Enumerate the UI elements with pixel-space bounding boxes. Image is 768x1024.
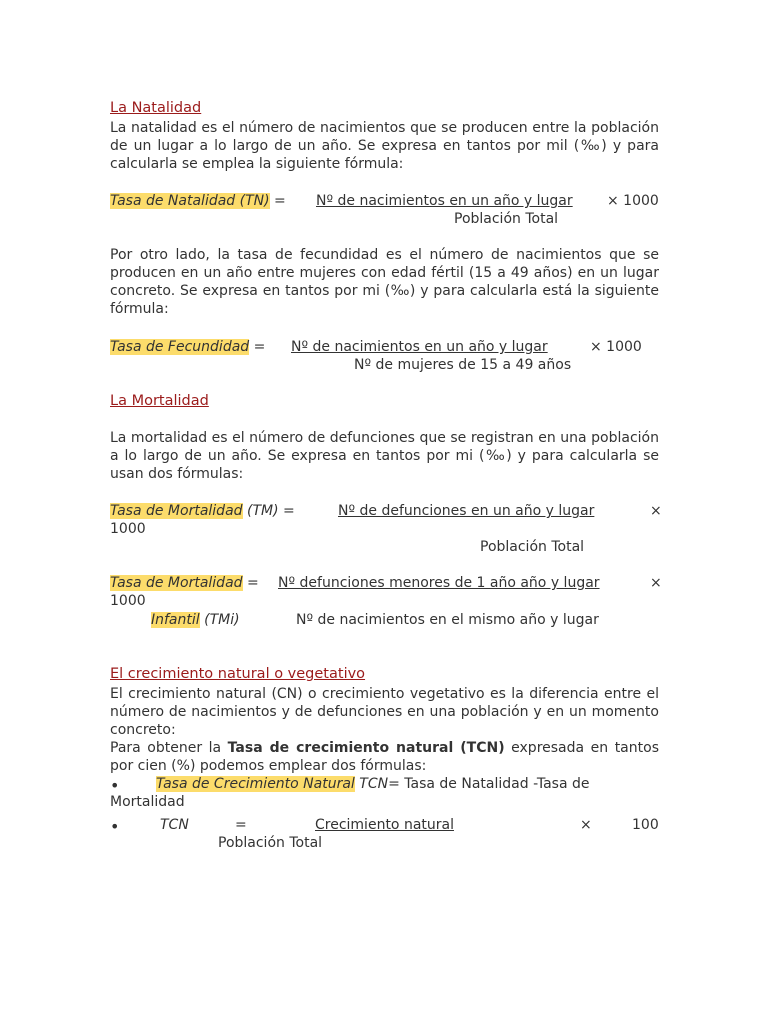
formula-natalidad-label: Tasa de Natalidad (TN) [110, 193, 270, 209]
formula-mortalidad-infantil [110, 574, 259, 592]
formula-mortalidad-infantil-denominator: Nº de nacimientos en el mismo año y lugar [296, 612, 599, 628]
paragraph-crecimiento: El crecimiento natural (CN) o crecimiento vegetativo es la diferencia entre el número de nacimientos y de defunciones en una población y en un momento concreto: [110, 686, 659, 738]
formula-mortalidad-infantil-label2: Infantil [151, 612, 200, 628]
formula-mortalidad-infantil-multiplier: × [650, 575, 662, 591]
formula-tcn-1-rest2: Mortalidad [110, 794, 185, 810]
formula-mortalidad-denominator: Población Total [480, 539, 585, 555]
formula-tcn-2-multiplier: × [580, 817, 592, 833]
bullet-1: • [110, 776, 120, 795]
formula-fecundidad-numerator: Nº de nacimientos en un año y lugar [291, 339, 548, 355]
formula-mortalidad-multiplier: × [650, 503, 662, 519]
document-page [110, 0, 662, 1024]
paragraph-crecimiento-2-bold: Tasa de crecimiento natural (TCN) [227, 740, 505, 756]
paragraph-mortalidad: La mortalidad es el número de defunciones que se registran en una población a lo largo de un año. Se expresa en tantos por mi (‰) y para calcularla se usan dos fórmulas: [110, 430, 659, 482]
formula-fecundidad-eq: = [253, 339, 266, 355]
formula-tcn-1 [156, 775, 589, 793]
formula-tcn-2-numerator: Crecimiento natural [315, 817, 454, 833]
formula-tcn-2-eq: = [235, 817, 247, 833]
formula-mortalidad-infantil-eq: = [247, 575, 259, 591]
formula-tcn-2-denominator: Población Total [218, 835, 323, 851]
formula-mortalidad-numerator: Nº de defunciones en un año y lugar [338, 503, 595, 519]
formula-mortalidad-infantil-1000: 1000 [110, 593, 146, 609]
formula-tcn-1-rest: = Tasa de Natalidad -Tasa de [388, 776, 590, 792]
heading-natalidad: La Natalidad [110, 100, 202, 116]
formula-mortalidad-infantil-abbr: (TMi) [204, 612, 240, 628]
paragraph-crecimiento-2 [110, 739, 659, 775]
paragraph-fecundidad: Por otro lado, la tasa de fecundidad es el número de nacimientos que se producen en un año entre mujeres con edad fértil (15 a 49 años) en un lugar concreto. Se expresa en tantos por mi (‰) y para calcularla está la siguiente fórmula: [110, 247, 659, 317]
formula-natalidad-multiplier: × 1000 [607, 193, 659, 209]
formula-natalidad [110, 192, 286, 210]
formula-mortalidad-infantil-label2-line [151, 611, 240, 629]
formula-fecundidad-multiplier: × 1000 [590, 339, 642, 355]
bullet-2: • [110, 817, 120, 836]
formula-natalidad-numerator: Nº de nacimientos en un año y lugar [316, 193, 573, 209]
paragraph-crecimiento-2-a: Para obtener la [110, 740, 222, 756]
formula-mortalidad-label: Tasa de Mortalidad [110, 503, 243, 519]
formula-tcn-2-label: TCN [160, 817, 189, 833]
formula-fecundidad [110, 338, 265, 356]
paragraph-natalidad: La natalidad es el número de nacimientos que se producen entre la población de un lugar a lo largo de un año. Se expresa en tantos por mil (‰) y para calcularla se emplea la siguiente fórmula: [110, 120, 659, 172]
formula-natalidad-eq: = [274, 193, 286, 209]
heading-crecimiento: El crecimiento natural o vegetativo [110, 666, 366, 682]
formula-fecundidad-denominator: Nº de mujeres de 15 a 49 años [354, 357, 572, 373]
formula-mortalidad-infantil-numerator: Nº defunciones menores de 1 año año y lugar [278, 575, 600, 591]
formula-natalidad-denominator: Población Total [454, 211, 559, 227]
formula-mortalidad-abbr: (TM) = [247, 503, 295, 519]
formula-mortalidad-1000: 1000 [110, 521, 146, 537]
formula-fecundidad-label: Tasa de Fecundidad [110, 339, 250, 355]
paragraph-crecimiento-2-c: expresada en tantos por cien (%) podemos emplear dos fórmulas: [110, 740, 659, 774]
formula-tcn-1-abbr: TCN [359, 776, 389, 792]
formula-tcn-1-label: Tasa de Crecimiento Natural [156, 776, 355, 792]
formula-mortalidad-infantil-label: Tasa de Mortalidad [110, 575, 243, 591]
formula-tcn-2-100: 100 [632, 817, 659, 833]
formula-mortalidad [110, 502, 295, 520]
heading-mortalidad: La Mortalidad [110, 393, 209, 409]
